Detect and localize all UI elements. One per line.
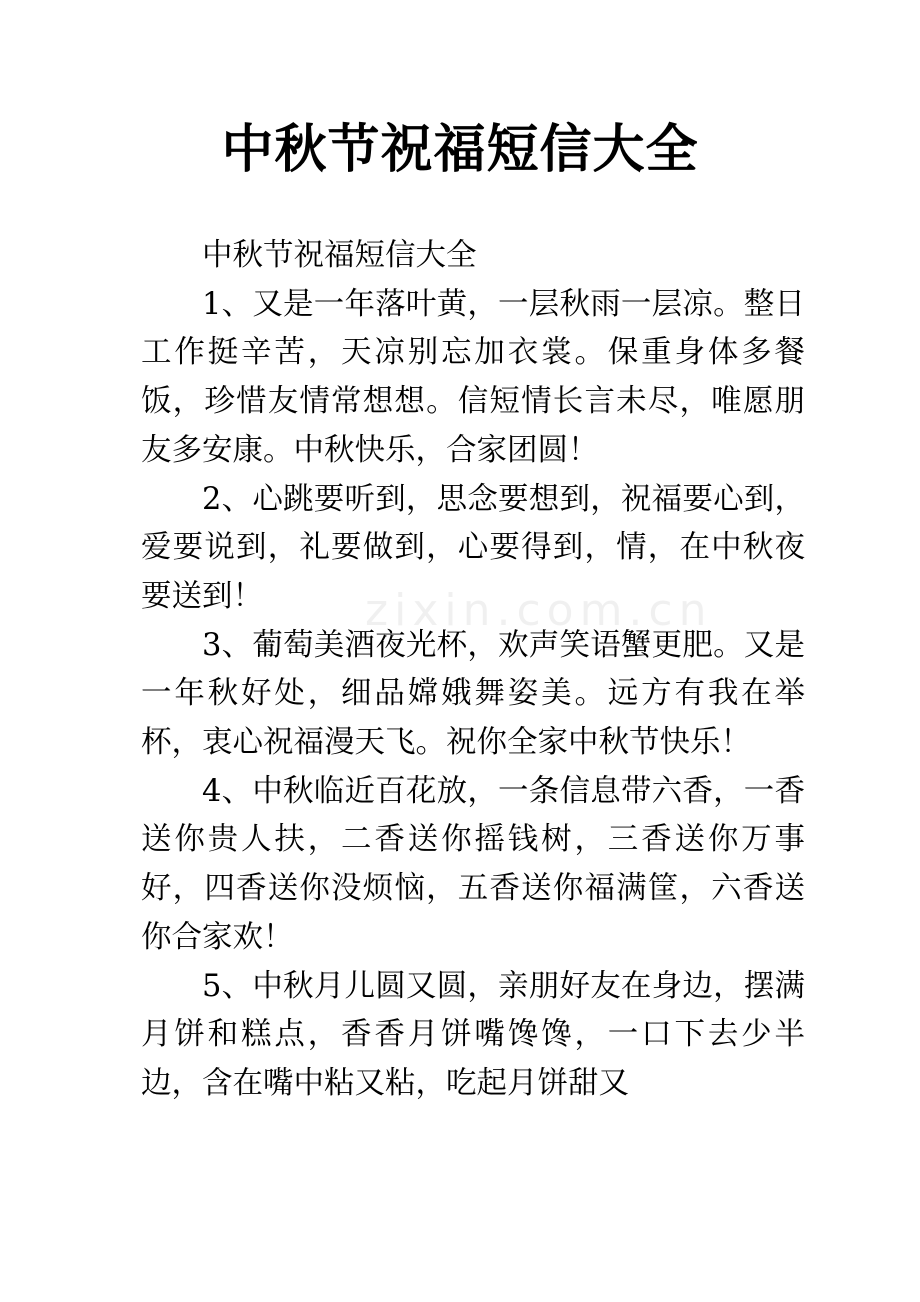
document-body: [141, 232, 805, 1109]
message-item-4: 4、中秋临近百花放，一条信息带六香，一香送你贵人扶，二香送你摇钱树，三香送你万事好，四香送你没烦恼，五香送你福满筐，六香送你合家欢！: [141, 773, 805, 955]
message-item-5: 5、中秋月儿圆又圆，亲朋好友在身边，摆满月饼和糕点，香香月饼嘴馋馋，一口下去少半边，含在嘴中粘又粘，吃起月饼甜又: [141, 968, 805, 1101]
document-title: 中秋节祝福短信大全: [221, 119, 699, 180]
message-item-2: 2、心跳要听到，思念要想到，祝福要心到，爱要说到，礼要做到，心要得到，情，在中秋夜要送到！: [141, 481, 805, 614]
watermark: zixin.com.cn: [365, 585, 713, 636]
message-item-3: 3、葡萄美酒夜光杯，欢声笑语蟹更肥。又是一年秋好处，细品嫦娥舞姿美。远方有我在举杯，衷心祝福漫天飞。祝你全家中秋节快乐！: [141, 627, 805, 761]
body-heading: 中秋节祝福短信大全: [202, 238, 477, 273]
message-item-1: 1、又是一年落叶黄，一层秋雨一层凉。整日工作挺辛苦，天凉别忘加衣裳。保重身体多餐饭，珍惜友情常想想。信短情长言未尽，唯愿朋友多安康。中秋快乐，合家团圆！: [141, 286, 805, 468]
